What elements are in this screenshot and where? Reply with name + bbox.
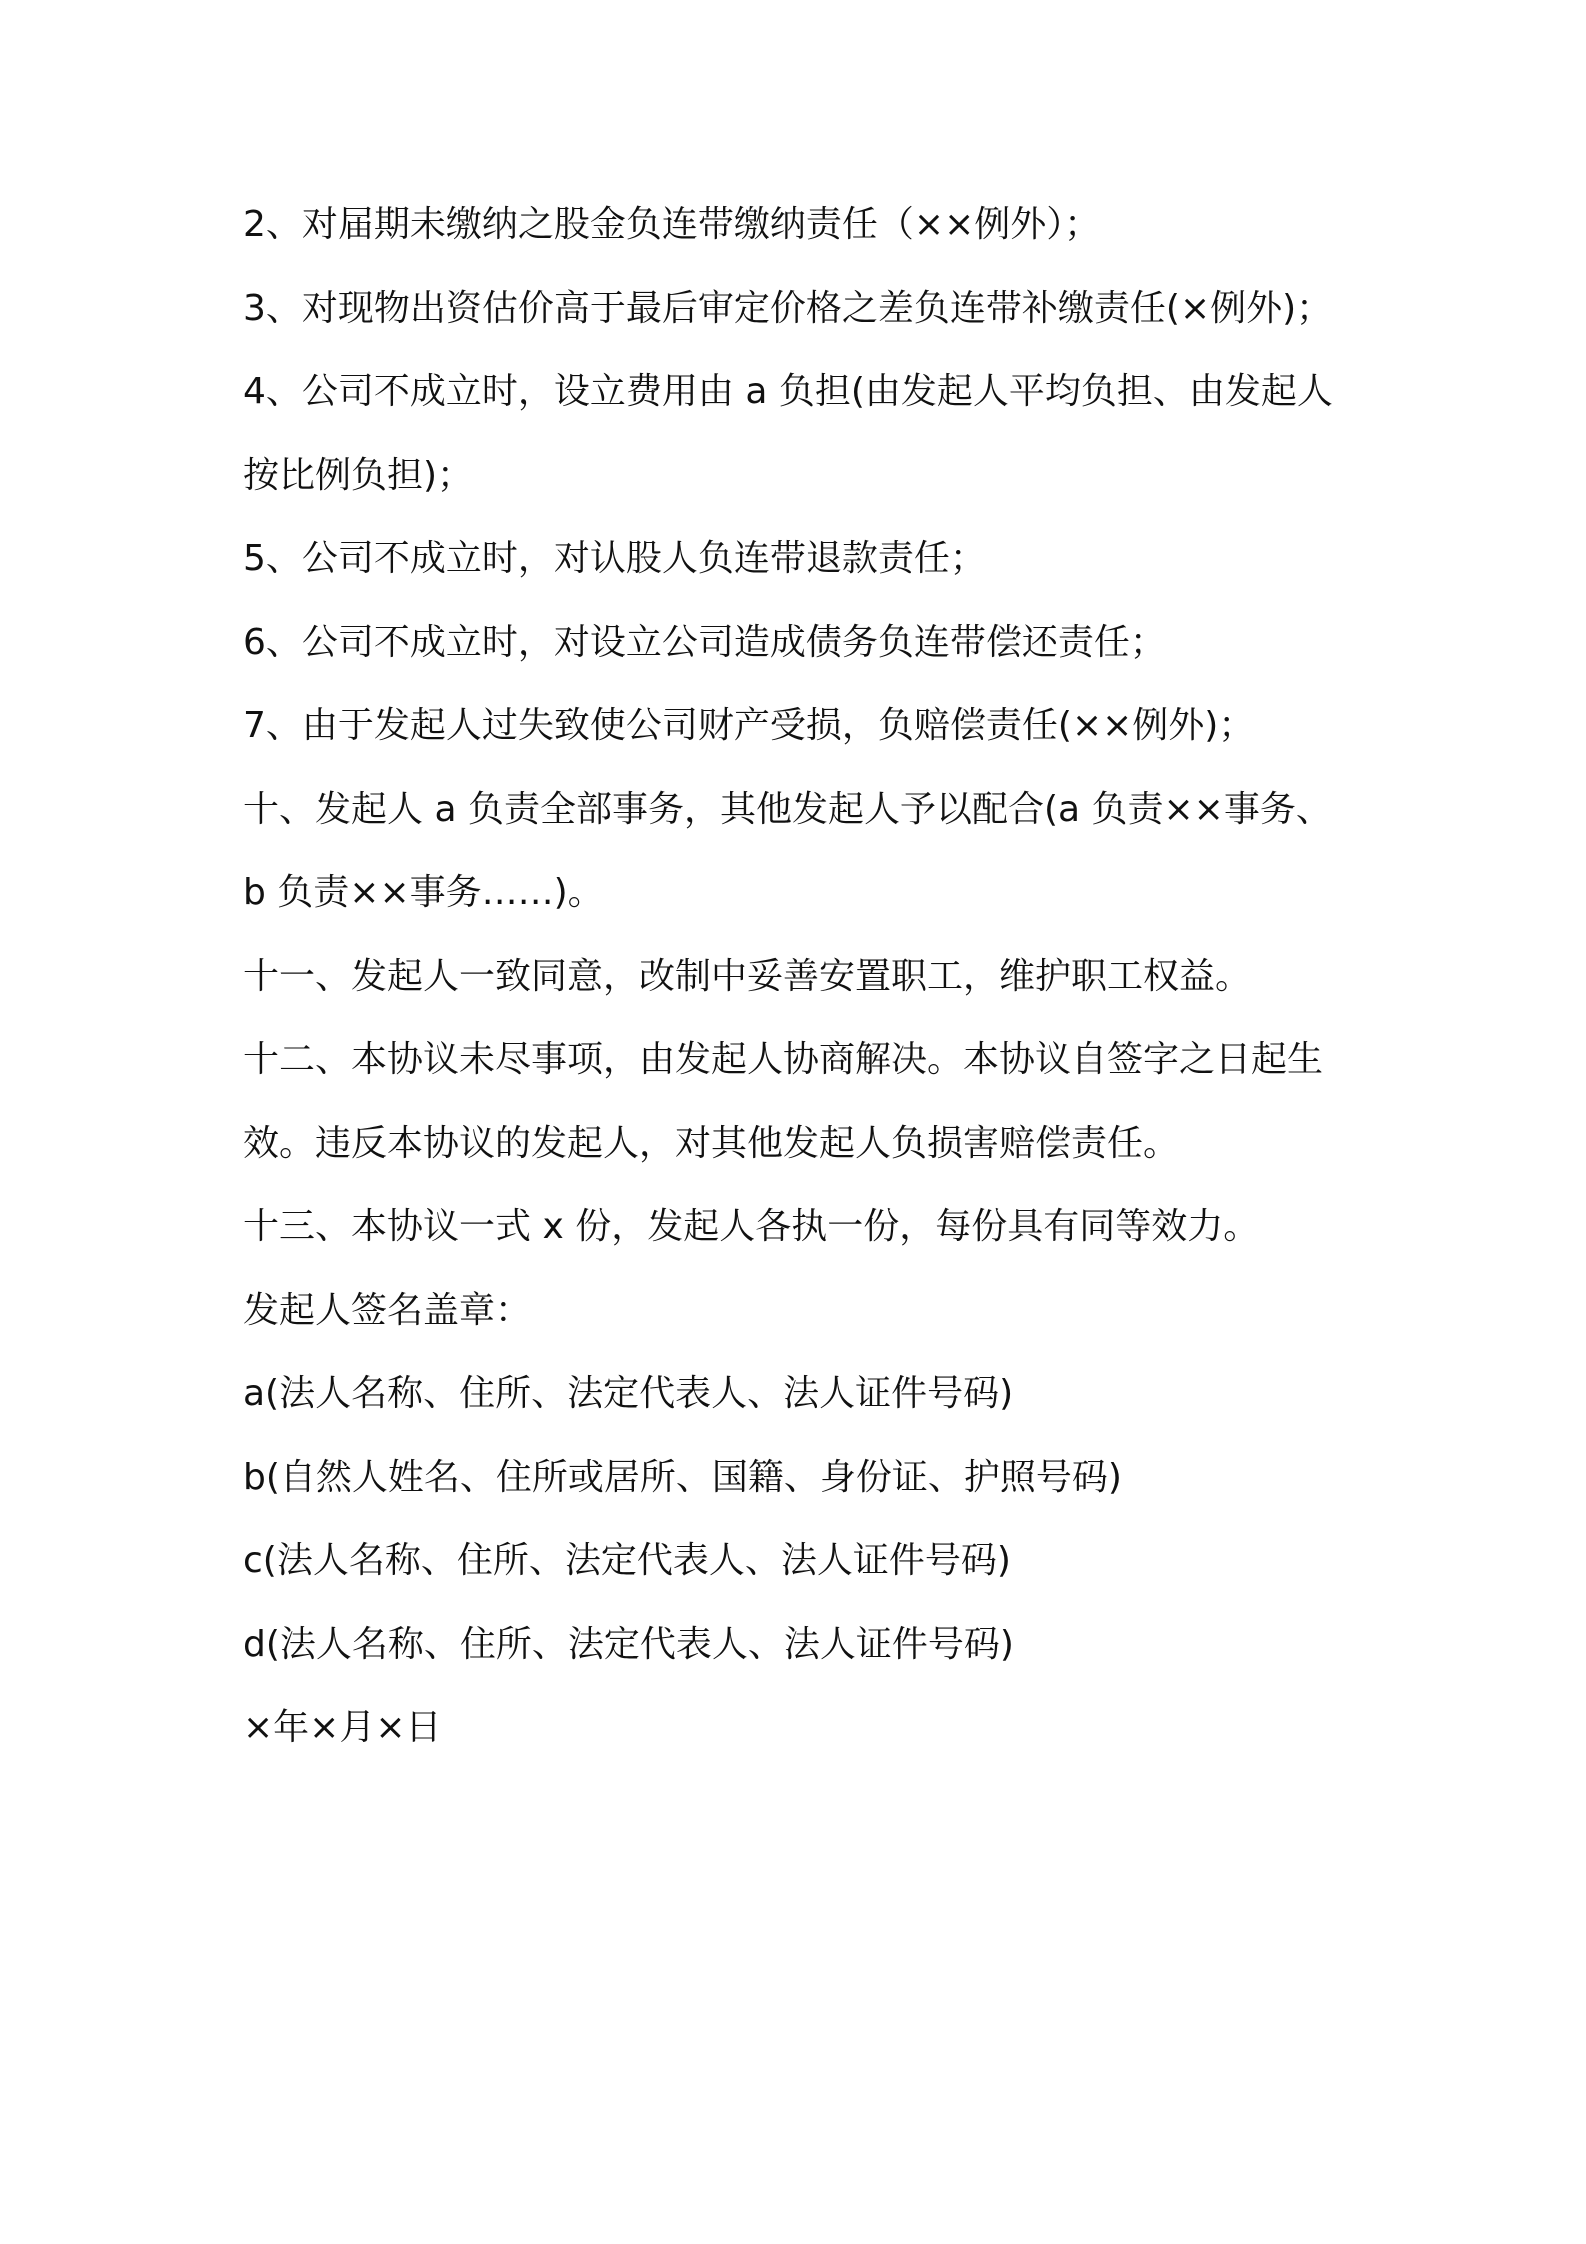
- date-line: ×年×月×日: [243, 1707, 442, 1748]
- section-10-continuation-line: b 负责××事务……)。: [243, 872, 604, 913]
- clause-4-line: 4、公司不成立时，设立费用由 a 负担(由发起人平均负担、由发起人: [243, 371, 1333, 412]
- clause-6-line: 6、公司不成立时，对设立公司造成债务负连带偿还责任；: [243, 621, 1166, 663]
- section-12-line: 十二、本协议未尽事项，由发起人协商解决。本协议自签字之日起生: [243, 1039, 1324, 1080]
- clause-2-line: 2、对届期未缴纳之股金负连带缴纳责任（××例外）；: [243, 204, 1101, 245]
- clause-3-line: 3、对现物出资估价高于最后审定价格之差负连带补缴责任(×例外)；: [243, 287, 1333, 329]
- clause-7-line: 7、由于发起人过失致使公司财产受损，负赔偿责任(××例外)；: [243, 705, 1255, 746]
- document-body: [243, 195, 1373, 1782]
- signatory-b-line: b(自然人姓名、住所或居所、国籍、身份证、护照号码): [243, 1456, 1122, 1498]
- section-13-line: 十三、本协议一式 x 份，发起人各执一份，每份具有同等效力。: [243, 1206, 1260, 1247]
- clause-4-continuation-line: 按比例负担)；: [243, 454, 474, 496]
- signature-heading: 发起人签名盖章：: [243, 1289, 532, 1331]
- signatory-a-line: a(法人名称、住所、法定代表人、法人证件号码): [243, 1373, 1014, 1414]
- section-11-line: 十一、发起人一致同意，改制中妥善安置职工，维护职工权益。: [243, 955, 1252, 997]
- signatory-c-line: c(法人名称、住所、法定代表人、法人证件号码): [243, 1540, 1011, 1581]
- clause-5-line: 5、公司不成立时，对认股人负连带退款责任；: [243, 538, 986, 579]
- signatory-d-line: d(法人名称、住所、法定代表人、法人证件号码): [243, 1623, 1014, 1665]
- section-10-line: 十、发起人 a 负责全部事务，其他发起人予以配合(a 负责××事务、: [243, 788, 1332, 830]
- section-12-continuation-line: 效。违反本协议的发起人，对其他发起人负损害赔偿责任。: [243, 1122, 1180, 1164]
